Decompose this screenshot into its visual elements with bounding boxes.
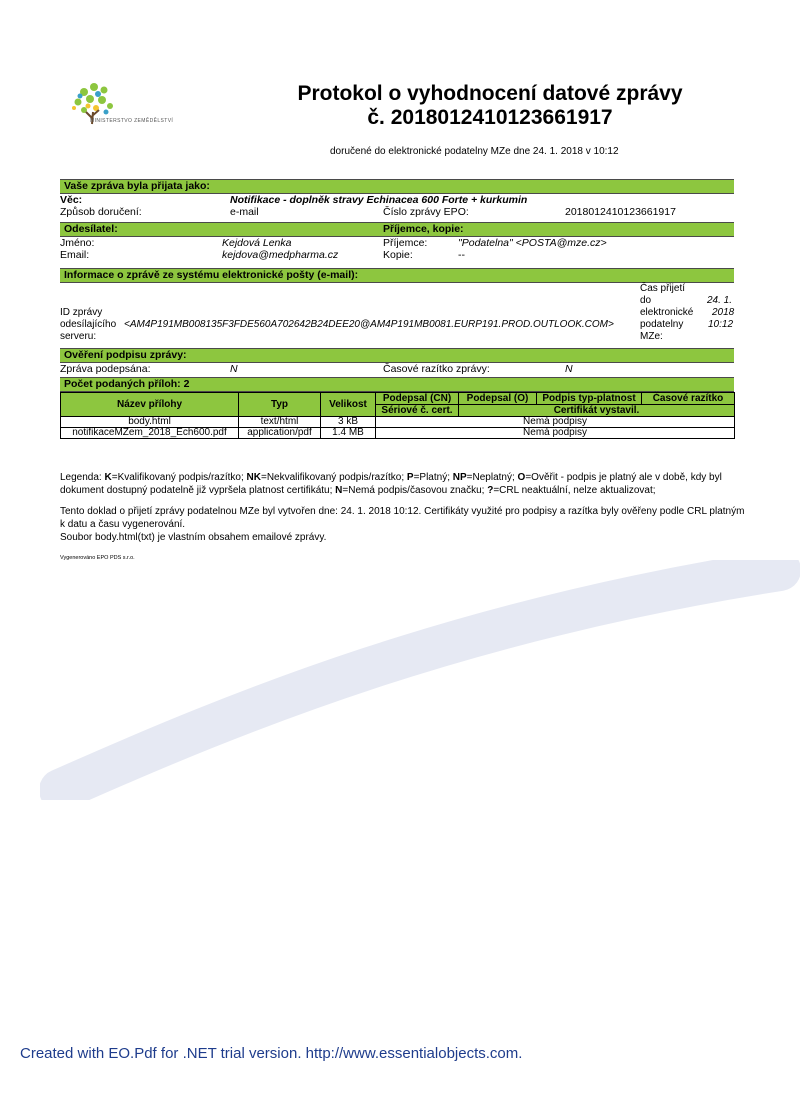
legend-o-text: =Ověřit - podpis je platný ale v době, kdy byl dokument dostupný podatelně již vypršela platnost certifikátu; — [60, 472, 722, 496]
timestamp-label: Časové razítko zprávy: — [383, 363, 490, 375]
col-header-name: Název přílohy — [61, 393, 239, 417]
signed-value: N — [230, 363, 238, 375]
generated-by: Vygenerováno EPO PDS s.r.o. — [60, 555, 135, 561]
attachment-size: 3 kB — [321, 417, 376, 428]
signed-label: Zpráva podepsána: — [60, 363, 151, 375]
legend-q-text: =CRL neaktuální, nelze aktualizovat; — [493, 485, 656, 496]
receipt-note-line-2: Soubor body.html(txt) je vlastním obsahem emailové zprávy. — [60, 532, 327, 543]
delivery-value: e-mail — [230, 206, 259, 218]
table-row — [61, 428, 735, 439]
copy-value: -- — [458, 249, 465, 261]
attachment-signatures: Nemá podpisy — [376, 428, 735, 439]
message-id-label-3: serveru: — [60, 331, 97, 342]
col-header-serial: Sériové č. cert. — [376, 405, 459, 417]
legend-n: N — [335, 485, 343, 496]
col-header-issuer: Certifikát vystavil. — [459, 405, 735, 417]
col-header-signature-type: Podpis typ-platnost — [537, 393, 642, 405]
message-id-value: <AM4P191MB008135F3FDE560A702642B24DEE20@AM4P191MB0081.EURP191.PROD.OUTLOOK.COM> — [124, 319, 614, 330]
legend-k: K — [104, 472, 112, 483]
recipient-heading: Příjemce, kopie: — [383, 223, 464, 235]
legend-o: O — [517, 472, 526, 483]
attachment-signatures: Nemá podpisy — [376, 417, 735, 428]
subject-label: Věc: — [60, 194, 83, 206]
table-row — [61, 417, 735, 428]
legend-nk: NK — [246, 472, 261, 483]
title-line-1: Protokol o vyhodnocení datové zprávy — [297, 82, 683, 105]
delivery-label: Způsob doručení: — [60, 206, 142, 218]
signature-heading: Ověření podpisu zprávy: — [60, 348, 734, 363]
copy-label: Kopie: — [383, 249, 413, 261]
page-title — [250, 82, 730, 130]
sender-email-value: kejdova@medpharma.cz — [222, 249, 339, 261]
receive-time-value-1: 24. 1. — [707, 295, 733, 306]
col-header-signed-cn: Podepsal (CN) — [376, 393, 459, 405]
attachment-type: application/pdf — [239, 428, 321, 439]
accepted-section — [60, 179, 734, 218]
receive-time-value-3: 10:12 — [708, 319, 734, 330]
ministry-logo-icon — [62, 78, 212, 138]
legend-np: NP — [452, 472, 467, 483]
recipient-value: "Podatelna" <POSTA@mze.cz> — [458, 237, 607, 249]
delivery-info: doručené do elektronické podatelny MZe dne 24. 1. 2018 v 10:12 — [330, 146, 619, 157]
col-header-timestamp: Časové razítko — [642, 393, 735, 405]
legend-nk-text: =Nekvalifikovaný podpis/razítko; — [260, 472, 405, 483]
col-header-signed-o: Podepsal (O) — [459, 393, 537, 405]
legend — [60, 471, 740, 497]
receive-time-value-2: 2018 — [712, 307, 735, 318]
attachments-heading: Počet podaných příloh: 2 — [60, 377, 734, 392]
attachments-table — [60, 392, 735, 439]
sender-name-value: Kejdová Lenka — [222, 237, 292, 249]
attachment-name: body.html — [61, 417, 239, 428]
signature-section — [60, 348, 734, 375]
message-id-label-1: ID zprávy — [60, 307, 103, 318]
legend-prefix: Legenda: — [60, 472, 102, 483]
sender-recipient-section — [60, 222, 734, 261]
legend-q: ? — [487, 485, 494, 496]
receive-time-label-1: Čas přijetí — [640, 283, 686, 294]
receipt-note-line-1: Tento doklad o přijetí zprávy podatelnou MZe byl vytvořen dne: 24. 1. 2018 10:12. Certifikáty využité pro podpisy a razítka byly ověřeny podle CRL platným k datu a času vygenerování. — [60, 506, 745, 530]
recipient-label: Příjemce: — [383, 237, 428, 249]
timestamp-value: N — [565, 363, 573, 375]
receive-time-label-4: podatelny — [640, 319, 684, 330]
legend-n-text: =Nemá podpis/časovou značku; — [342, 485, 485, 496]
subject-value: Notifikace - doplněk stravy Echinacea 600 Forte + kurkumin — [230, 194, 528, 206]
trial-banner: Created with EO.Pdf for .NET trial version. http://www.essentialobjects.com. — [20, 1045, 523, 1062]
receive-time-label-3: elektronické — [640, 307, 694, 318]
sender-heading: Odesílatel: — [64, 223, 118, 235]
sender-name-label: Jméno: — [60, 237, 95, 249]
receive-time-label-5: MZe: — [640, 331, 663, 342]
legend-np-text: =Neplatný; — [466, 472, 515, 483]
epo-label: Číslo zprávy EPO: — [383, 206, 469, 218]
attachment-type: text/html — [239, 417, 321, 428]
ministry-logo-text: MINISTERSTVO ZEMĚDĚLSTVÍ — [90, 118, 174, 124]
email-info-section — [60, 268, 734, 347]
pharmadata-watermark — [40, 560, 800, 800]
col-header-size: Velikost — [321, 393, 376, 417]
attachment-size: 1.4 MB — [321, 428, 376, 439]
receipt-note — [60, 505, 750, 544]
sender-email-label: Email: — [60, 249, 90, 261]
title-line-2: č. 201801241012366191​7 — [367, 106, 613, 129]
receive-time-label-2: do — [640, 295, 652, 306]
legend-p-text: =Platný; — [413, 472, 450, 483]
legend-k-text: =Kvalifikovaný podpis/razítko; — [111, 472, 244, 483]
accepted-heading: Vaše zpráva byla přijata jako: — [60, 179, 734, 194]
attachment-name: notifikaceMZem_2018_Ech600.pdf — [61, 428, 239, 439]
epo-value: 201801241012366191​7 — [565, 206, 676, 218]
col-header-type: Typ — [239, 393, 321, 417]
legend-p: P — [406, 472, 414, 483]
email-info-heading: Informace o zprávě ze systému elektronické pošty (e-mail): — [60, 268, 734, 283]
message-id-label-2: odesílajícího — [60, 319, 117, 330]
attachments-section — [60, 377, 734, 439]
